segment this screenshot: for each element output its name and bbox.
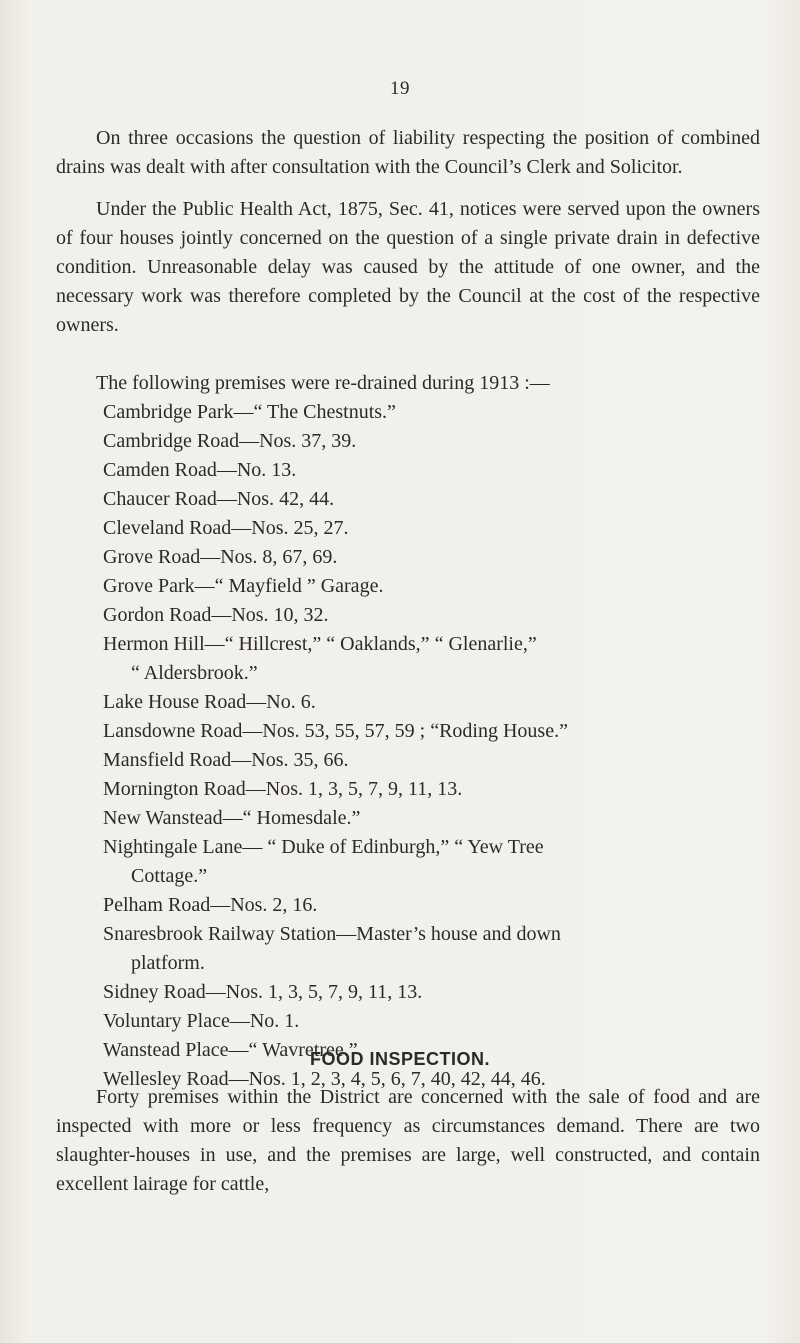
list-item-text: Lake House Road—No. 6. (103, 691, 316, 713)
list-item (56, 920, 760, 978)
list-item-text: Cleveland Road—Nos. 25, 27. (103, 517, 349, 539)
paragraph-combined-drains: On three occasions the question of liability respecting the position of combined drains was dealt with after consultation with the Council’s Clerk and Solicitor. (56, 127, 760, 178)
list-item-text: Wanstead Place—“ Wavretree.” (103, 1039, 358, 1061)
paragraph-re-drained-intro: The following premises were re-drained during 1913 :— (96, 372, 550, 394)
list-item-text: Sidney Road—Nos. 1, 3, 5, 7, 9, 11, 13. (103, 981, 423, 1003)
list-item-text: Camden Road—No. 13. (103, 459, 297, 481)
list-item (56, 717, 760, 746)
list-item (56, 514, 760, 543)
list-item (56, 775, 760, 804)
list-item-text: Grove Park—“ Mayfield ” Garage. (103, 575, 384, 597)
list-item-text: Voluntary Place—No. 1. (103, 1010, 300, 1032)
list-item (56, 572, 760, 601)
list-item (56, 688, 760, 717)
list-item-text: Gordon Road—Nos. 10, 32. (103, 604, 329, 626)
list-item-text: Lansdowne Road—Nos. 53, 55, 57, 59 ; “Roding House.” (103, 720, 568, 742)
list-item-text: Cambridge Road—Nos. 37, 39. (103, 430, 357, 452)
paragraph-public-health-act: Under the Public Health Act, 1875, Sec. 41, notices were served upon the owners of four houses jointly concerned on the question of a single private drain in defective condition. Unreasonable delay was caused by the attitude of one owner, and the necessary work was therefore completed by the Council at the cost of the respective owners. (56, 198, 760, 336)
list-item-text: Hermon Hill—“ Hillcrest,” “ Oaklands,” “ Glenarlie,” (103, 633, 537, 655)
list-item-text: New Wanstead—“ Homesdale.” (103, 807, 361, 829)
list-item (56, 398, 760, 427)
list-item-text: Mansfield Road—Nos. 35, 66. (103, 749, 349, 771)
list-item (56, 543, 760, 572)
list-item-text: Wellesley Road—Nos. 1, 2, 3, 4, 5, 6, 7, 40, 42, 44, 46. (103, 1068, 546, 1090)
list-item (56, 601, 760, 630)
list-item (56, 804, 760, 833)
list-item (56, 456, 760, 485)
list-item-text: Grove Road—Nos. 8, 67, 69. (103, 546, 338, 568)
list-item (56, 746, 760, 775)
list-item-text: Snaresbrook Railway Station—Master’s house and down (103, 923, 561, 945)
list-item-continuation: platform. (131, 952, 205, 974)
list-item (56, 978, 760, 1007)
page-number: 19 (390, 78, 410, 99)
list-item-text: Pelham Road—Nos. 2, 16. (103, 894, 318, 916)
list-item-text: Mornington Road—Nos. 1, 3, 5, 7, 9, 11, 13. (103, 778, 463, 800)
list-item-continuation: Cottage.” (131, 865, 208, 887)
list-item (56, 485, 760, 514)
list-item-text: Chaucer Road—Nos. 42, 44. (103, 488, 335, 510)
section-heading-food-inspection: FOOD INSPECTION. (309, 1049, 490, 1069)
list-item (56, 630, 760, 688)
list-item-continuation: “ Aldersbrook.” (131, 662, 258, 684)
paragraph-food-inspection: Forty premises within the District are concerned with the sale of food and are inspected with more or less frequency as circumstances demand. There are two slaughter-houses in use, and the premises are large, well constructed, and contain excellent lairage for cattle, (56, 1086, 760, 1195)
list-item (56, 833, 760, 891)
list-item (56, 1007, 760, 1036)
list-item (56, 891, 760, 920)
list-item-text: Nightingale Lane— “ Duke of Edinburgh,” “ Yew Tree (103, 836, 544, 858)
re-drained-premises-list (56, 398, 760, 1094)
list-item (56, 427, 760, 456)
list-item-text: Cambridge Park—“ The Chestnuts.” (103, 401, 396, 423)
